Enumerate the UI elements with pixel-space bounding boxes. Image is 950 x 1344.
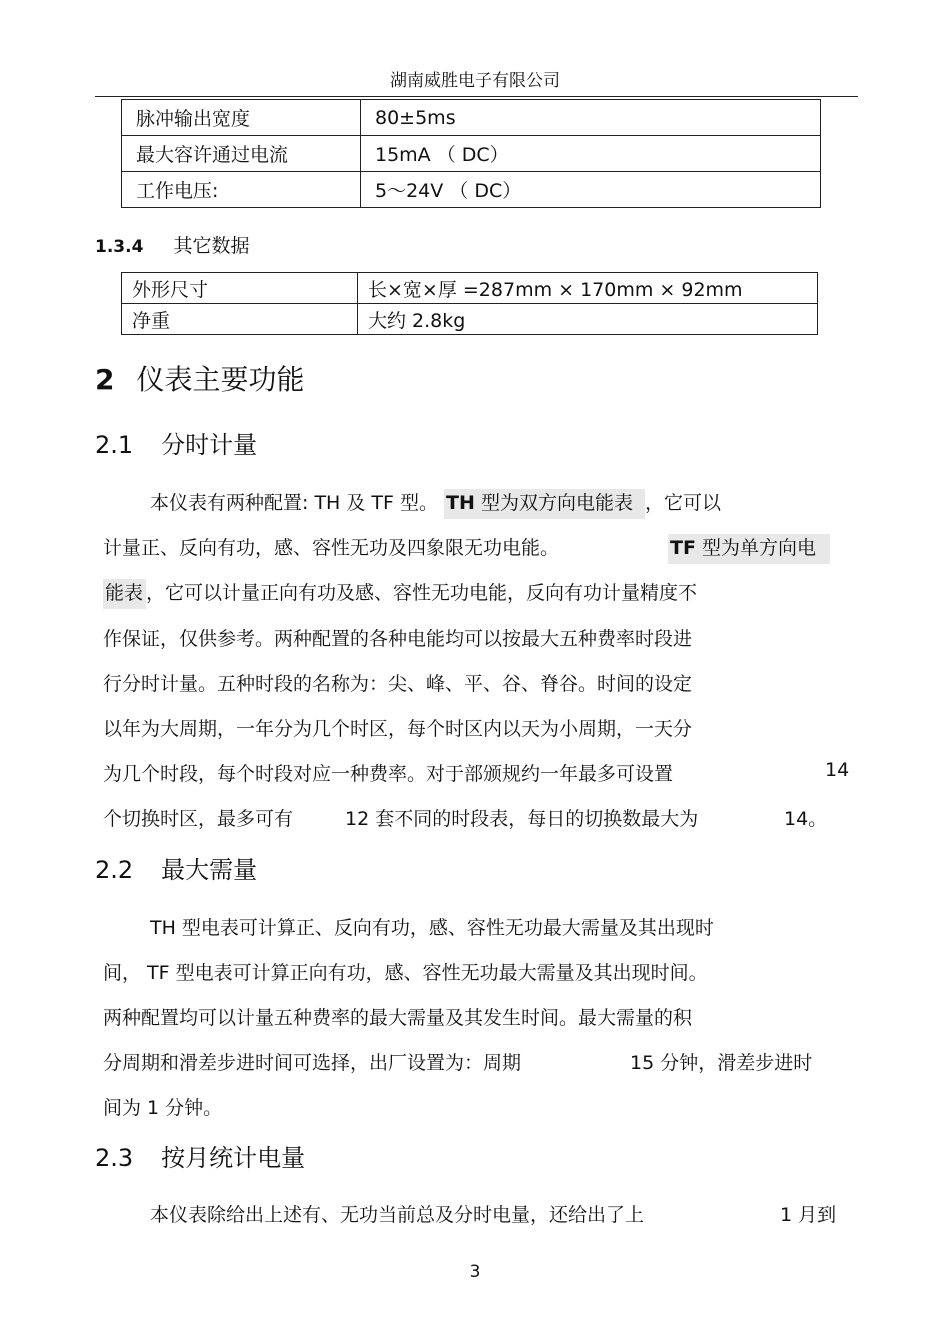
section-2-2-heading xyxy=(95,850,257,885)
paragraph-line: 分周期和滑差步进时间可选择，出厂设置为：周期 xyxy=(103,1052,522,1074)
section-title: 其它数据 xyxy=(173,235,250,257)
section-2-3-heading xyxy=(95,1138,305,1173)
text-span: 型为双方向电能表 xyxy=(474,492,633,514)
section-number: 2 xyxy=(95,363,115,396)
paragraph-line xyxy=(150,488,721,515)
highlight-box: 能表 xyxy=(103,579,146,609)
section-2-1-heading xyxy=(95,425,257,460)
paragraph-line xyxy=(103,533,559,560)
company-header: 湖南威胜电子有限公司 xyxy=(390,71,560,91)
table-cell-value: 5～24V （ DC） xyxy=(361,172,821,208)
highlight-th xyxy=(444,489,645,519)
paragraph-line: TH 型电表可计算正、反向有功，感、容性无功最大需量及其出现时 xyxy=(150,917,714,939)
header-divider xyxy=(95,96,858,97)
table-cell-label: 工作电压: xyxy=(122,172,361,208)
section-number: 1.3.4 xyxy=(95,237,144,257)
paragraph-line: 两种配置均可以计量五种费率的最大需量及其发生时间。最大需量的积 xyxy=(103,1007,693,1029)
page-number: 3 xyxy=(469,1262,481,1282)
section-title: 仪表主要功能 xyxy=(136,363,305,396)
model-code: TF xyxy=(670,537,696,559)
section-2-heading xyxy=(95,358,305,398)
table-cell-label: 净重 xyxy=(122,304,358,335)
section-number: 2.3 xyxy=(95,1144,134,1172)
table-cell-value: 15mA （ DC） xyxy=(361,136,821,172)
text-span: ，它可以 xyxy=(644,492,721,514)
paragraph-line: 15 分钟，滑差步进时 xyxy=(630,1052,813,1074)
text-span: 型为单方向电 xyxy=(695,537,816,559)
section-1-3-4-heading xyxy=(95,231,249,258)
table-row xyxy=(122,172,821,208)
spec-table-other xyxy=(121,272,818,335)
section-title: 最大需量 xyxy=(161,856,258,884)
model-code: TH xyxy=(446,492,475,514)
text-span: 本仪表有两种配置: TH 及 TF 型。 xyxy=(150,492,438,514)
paragraph-number: 14 xyxy=(825,759,850,781)
highlight-box xyxy=(668,534,830,564)
paragraph-line: 作保证，仅供参考。两种配置的各种电能均可以按最大五种费率时段进 xyxy=(103,628,693,650)
paragraph-line: 本仪表除给出上述有、无功当前总及分时电量，还给出了上 xyxy=(150,1204,645,1226)
spec-table-pulse xyxy=(121,99,821,208)
table-cell-value: 大约 2.8kg xyxy=(358,304,818,335)
text-span: ，它可以计量正向有功及感、容性无功电能，反向有功计量精度不 xyxy=(146,582,698,604)
table-cell-label: 脉冲输出宽度 xyxy=(122,100,361,136)
table-row xyxy=(122,273,818,304)
table-cell-value: 80±5ms xyxy=(361,100,821,136)
section-title: 按月统计电量 xyxy=(161,1144,306,1172)
paragraph-line: 12 套不同的时段表，每日的切换数最大为 xyxy=(345,808,699,830)
paragraph-line: 间为 1 分钟。 xyxy=(103,1097,223,1119)
paragraph-line xyxy=(103,578,697,605)
section-title: 分时计量 xyxy=(161,431,258,459)
highlight-tf xyxy=(668,533,830,560)
paragraph-number: 14。 xyxy=(784,808,828,830)
table-cell-value: 长×宽×厚 =287mm × 170mm × 92mm xyxy=(358,273,818,304)
table-cell-label: 最大容许通过电流 xyxy=(122,136,361,172)
paragraph-line: 为几个时段，每个时段对应一种费率。对于部颁规约一年最多可设置 xyxy=(103,763,674,785)
table-row xyxy=(122,100,821,136)
paragraph-line: 行分时计量。五种时段的名称为：尖、峰、平、谷、脊谷。时间的设定 xyxy=(103,673,693,695)
section-number: 2.2 xyxy=(95,856,134,884)
text-span: 计量正、反向有功，感、容性无功及四象限无功电能。 xyxy=(103,537,560,559)
paragraph-line: 以年为大周期，一年分为几个时区，每个时区内以天为小周期，一天分 xyxy=(103,718,693,740)
table-row xyxy=(122,304,818,335)
section-number: 2.1 xyxy=(95,431,134,459)
paragraph-line: 1 月到 xyxy=(780,1204,837,1226)
table-cell-label: 外形尺寸 xyxy=(122,273,358,304)
paragraph-line: 个切换时区，最多可有 xyxy=(103,808,294,830)
table-row xyxy=(122,136,821,172)
paragraph-line: 间， TF 型电表可计算正向有功，感、容性无功最大需量及其出现时间。 xyxy=(103,962,708,984)
